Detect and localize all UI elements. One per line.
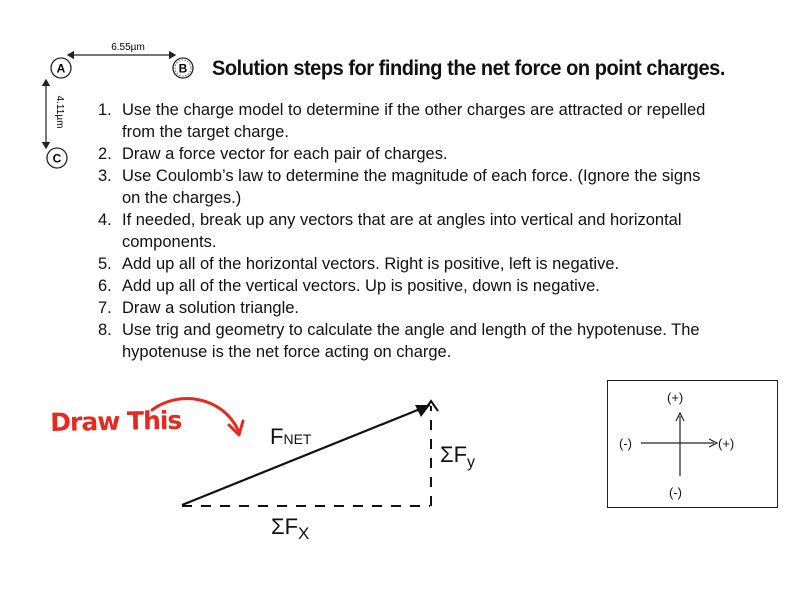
step-number: 5. xyxy=(98,255,112,273)
step-item xyxy=(98,253,718,275)
point-a xyxy=(51,58,71,78)
solution-triangle-diagram xyxy=(0,380,480,540)
step-text: Use the charge model to determine if the other charges are attracted or repelled from the target charge. xyxy=(122,101,706,141)
sum-fx-sub: X xyxy=(298,524,310,543)
sum-fy-sub: y xyxy=(467,454,476,471)
step-text: Use Coulomb’s law to determine the magnitude of each force. (Ignore the signs on the charges.) xyxy=(122,167,701,207)
sum-fy-main: ΣF xyxy=(440,442,468,467)
page-title: Solution steps for finding the net force on point charges. xyxy=(212,56,725,80)
step-text: Draw a solution triangle. xyxy=(122,299,300,317)
step-item xyxy=(98,209,718,253)
step-number: 4. xyxy=(98,211,112,229)
step-number: 3. xyxy=(98,167,112,185)
step-number: 7. xyxy=(98,299,112,317)
step-item xyxy=(98,165,718,209)
axis-down-label: (-) xyxy=(669,485,682,500)
point-b xyxy=(173,58,193,78)
step-text: Add up all of the horizontal vectors. Right is positive, left is negative. xyxy=(122,255,620,273)
step-item xyxy=(98,99,718,143)
point-c-label: C xyxy=(52,151,62,166)
sign-convention-box xyxy=(607,380,778,508)
curved-arrow-icon xyxy=(152,399,238,430)
axis-right-label: (+) xyxy=(718,436,735,451)
fnet-sub: NET xyxy=(283,431,312,447)
step-number: 1. xyxy=(98,101,112,119)
step-text: Use trig and geometry to calculate the angle and length of the hypotenuse. The hypotenuse is the net force acting on charge. xyxy=(122,321,700,361)
fnet-vector xyxy=(182,405,430,505)
step-text: Draw a force vector for each pair of charges. xyxy=(122,145,448,163)
point-c xyxy=(47,148,67,168)
point-b-label: B xyxy=(178,61,188,76)
step-item xyxy=(98,297,718,319)
step-text: Add up all of the vertical vectors. Up is positive, down is negative. xyxy=(122,277,600,295)
distance-ac-label: 4.11µm xyxy=(54,95,65,129)
distance-ab-label: 6.55µm xyxy=(111,42,145,53)
step-item xyxy=(98,143,718,165)
step-number: 2. xyxy=(98,145,112,163)
fnet-main: F xyxy=(270,424,284,449)
step-text: If needed, break up any vectors that are at angles into vertical and horizontal components. xyxy=(122,211,682,251)
draw-this-label: Draw This xyxy=(50,405,182,437)
sum-fx-main: ΣF xyxy=(271,514,299,539)
step-item xyxy=(98,319,718,363)
solution-steps-list xyxy=(98,99,718,363)
point-a-label: A xyxy=(56,61,66,76)
step-item xyxy=(98,275,718,297)
step-number: 8. xyxy=(98,321,112,339)
axis-up-label: (+) xyxy=(667,390,684,405)
axis-left-label: (-) xyxy=(619,436,632,451)
sum-fx-label xyxy=(271,514,310,543)
step-number: 6. xyxy=(98,277,112,295)
axes-cross xyxy=(608,381,776,506)
sum-fy-label xyxy=(440,442,476,471)
fnet-label xyxy=(270,424,311,450)
